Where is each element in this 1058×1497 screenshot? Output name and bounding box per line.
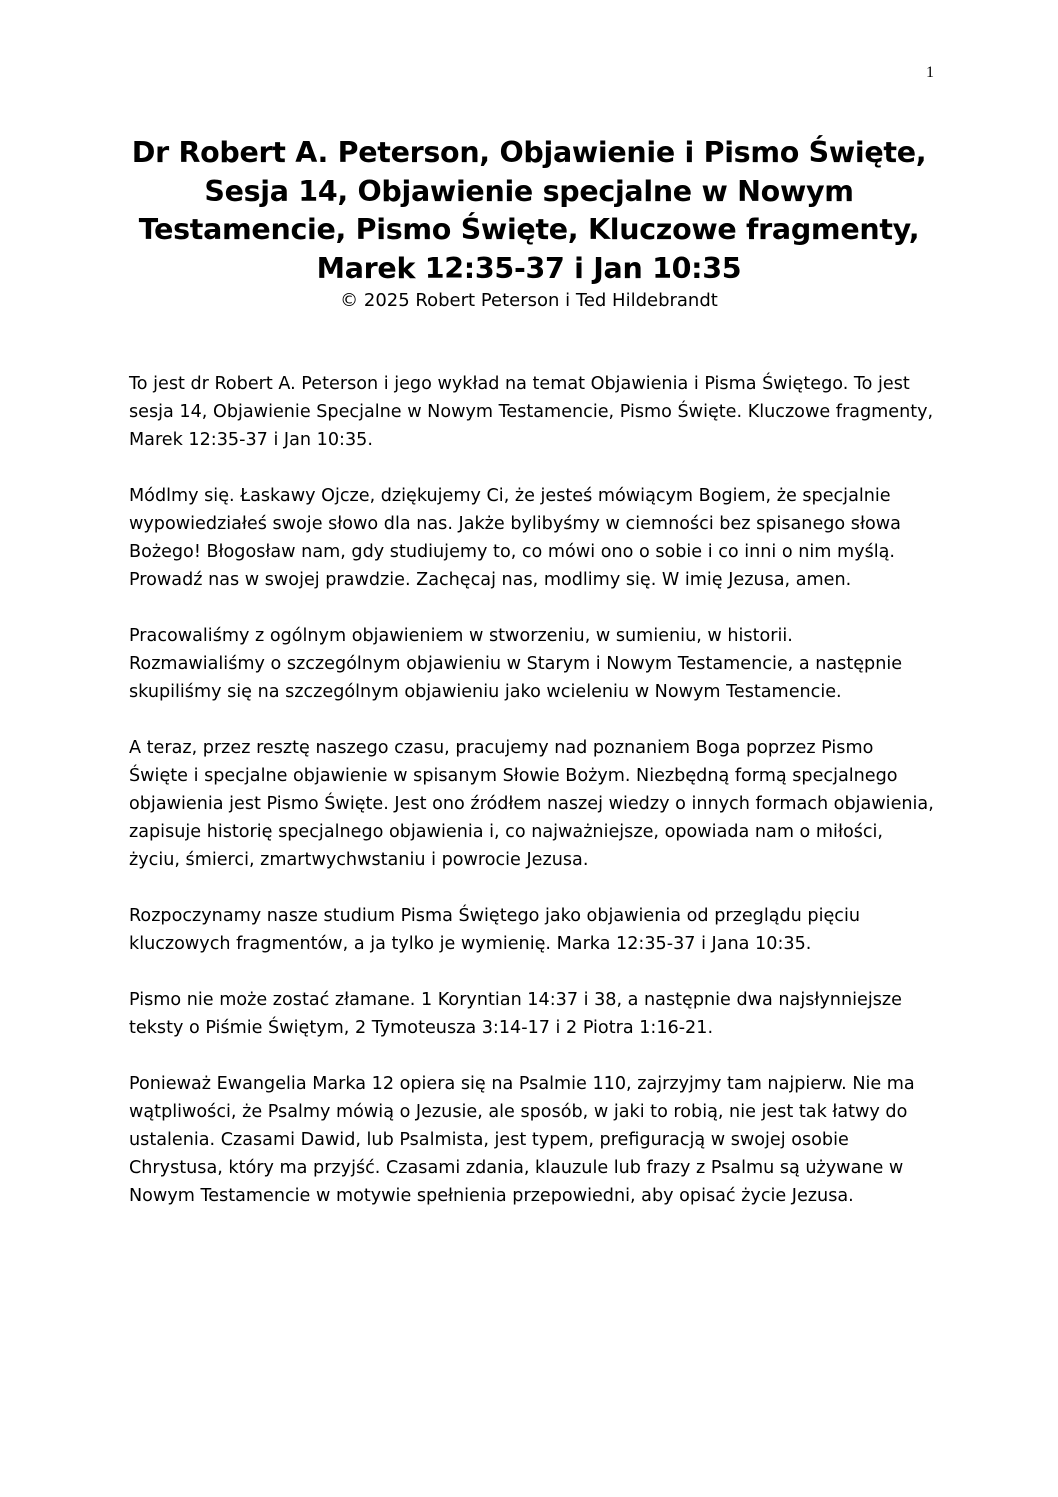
document-body <box>129 370 934 1238</box>
document-title: Dr Robert A. Peterson, Objawienie i Pismo Święte, Sesja 14, Objawienie specjalne w Nowym Testamencie, Pismo Święte, Kluczowe fragmenty, Marek 12:35-37 i Jan 10:35 <box>131 136 927 285</box>
paragraph-scripture-unbroken: Pismo nie może zostać złamane. 1 Koryntian 14:37 i 38, a następnie dwa najsłynniejsze teksty o Piśmie Świętym, 2 Tymoteusza 3:14-17 i 2 Piotra 1:16-21. <box>129 990 902 1038</box>
paragraph-scripture-focus: A teraz, przez resztę naszego czasu, pracujemy nad poznaniem Boga poprzez Pismo Święte i specjalne objawienie w spisanym Słowie Bożym. Niezbędną formą specjalnego objawienia jest Pismo Święte. Jest ono źródłem naszej wiedzy o innych formach objawienia, zapisuje historię specjalnego objawienia i, co najważniejsze, opowiada nam o miłości, życiu, śmierci, zmartwychwstaniu i powrocie Jezusa. <box>129 738 934 870</box>
paragraph-psalm-110: Ponieważ Ewangelia Marka 12 opiera się na Psalmie 110, zajrzyjmy tam najpierw. Nie ma wątpliwości, że Psalmy mówią o Jezusie, ale sposób, w jaki to robią, nie jest tak łatwy do ustalenia. Czasami Dawid, lub Psalmista, jest typem, prefiguracją w swojej osobie Chrystusa, który ma przyjść. Czasami zdania, klauzule lub frazy z Psalmu są używane w Nowym Testamencie w motywie spełnienia przepowiedni, aby opisać życie Jezusa. <box>129 1074 915 1206</box>
paragraph-recap: Pracowaliśmy z ogólnym objawieniem w stworzeniu, w sumieniu, w historii. Rozmawialiśmy o szczególnym objawieniu w Starym i Nowym Testamencie, a następnie skupiliśmy się na szczególnym objawieniu jako wcieleniu w Nowym Testamencie. <box>129 626 903 702</box>
title-block <box>118 134 940 314</box>
paragraph-prayer: Módlmy się. Łaskawy Ojcze, dziękujemy Ci, że jesteś mówiącym Bogiem, że specjalnie wypowiedziałeś swoje słowo dla nas. Jakże bylibyśmy w ciemności bez spisanego słowa Bożego! Błogosław nam, gdy studiujemy to, co mówi ono o sobie i co inni o nim myślą. Prowadź nas w swojej prawdzie. Zachęcaj nas, modlimy się. W imię Jezusa, amen. <box>129 486 901 590</box>
paragraph-key-passages: Rozpoczynamy nasze studium Pisma Świętego jako objawienia od przeglądu pięciu kluczowych fragmentów, a ja tylko je wymienię. Marka 12:35-37 i Jana 10:35. <box>129 906 860 954</box>
page-number: 1 <box>926 64 934 81</box>
copyright-line: © 2025 Robert Peterson i Ted Hildebrandt <box>340 290 718 311</box>
paragraph-intro: To jest dr Robert A. Peterson i jego wykład na temat Objawienia i Pisma Świętego. To jest sesja 14, Objawienie Specjalne w Nowym Testamencie, Pismo Święte. Kluczowe fragmenty, Marek 12:35-37 i Jan 10:35. <box>129 374 934 450</box>
